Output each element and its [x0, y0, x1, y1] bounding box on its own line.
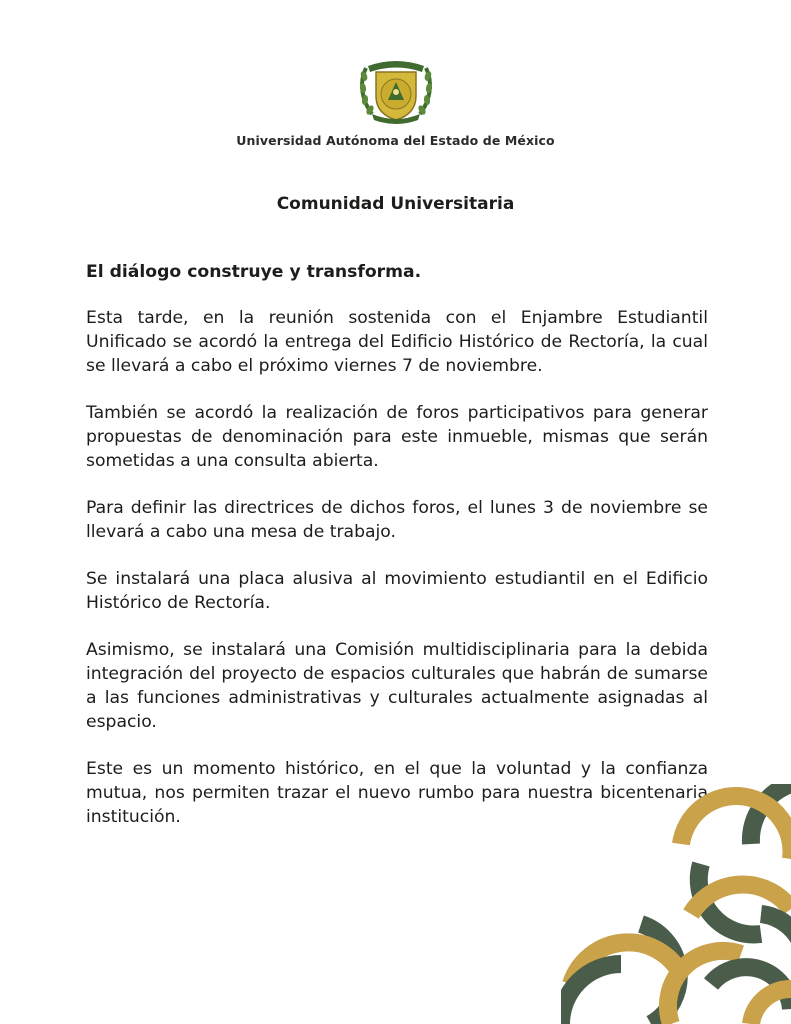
paragraph: Para definir las directrices de dichos foros, el lunes 3 de noviembre se llevará a cabo una mesa de trabajo. — [86, 498, 708, 542]
paragraph: También se acordó la realización de foros participativos para generar propuestas de denominación para este inmueble, mismas que serán sometidas a una consulta abierta. — [86, 403, 708, 471]
paragraph: Se instalará una placa alusiva al movimiento estudiantil en el Edificio Histórico de Rectoría. — [86, 569, 708, 613]
decorative-interlocking-rings — [561, 784, 791, 1024]
paragraph: Asimismo, se instalará una Comisión multidisciplinaria para la debida integración del proyecto de espacios culturales que habrán de sumarse a las funciones administrativas y culturales actualmente asignadas al espacio. — [86, 640, 708, 732]
university-crest-icon — [358, 58, 434, 124]
university-name: Universidad Autónoma del Estado de México — [236, 133, 555, 148]
paragraph: Esta tarde, en la reunión sostenida con el Enjambre Estudiantil Unificado se acordó la entrega del Edificio Histórico de Rectoría, la cual se llevará a cabo el próximo viernes 7 de noviembre. — [86, 308, 708, 376]
paragraph: Este es un momento histórico, en el que la voluntad y la confianza mutua, nos permiten trazar el nuevo rumbo para nuestra bicentenaria institución. — [86, 759, 708, 827]
statement-body — [86, 260, 708, 852]
audience-heading: Comunidad Universitaria — [276, 194, 515, 214]
statement-headline: El diálogo construye y transforma. — [86, 262, 422, 282]
